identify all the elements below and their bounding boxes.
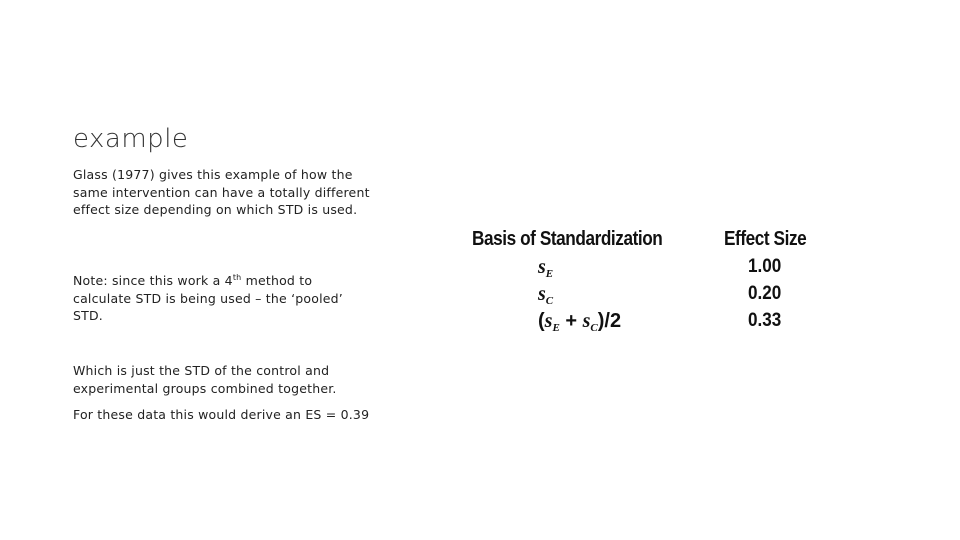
note-text-start: Note: since this work a 4: [73, 273, 233, 288]
header-effect-size: Effect Size: [724, 228, 807, 250]
effect-size-value: 0.33: [748, 310, 782, 331]
paragraph-note-pooled-std: [73, 272, 373, 325]
table-row: [472, 283, 812, 309]
basis-pooled-average: $(s_E + s_C)/2$: [538, 310, 622, 334]
header-basis: Basis of Standardization: [472, 228, 663, 250]
basis-sc: $s_C$: [538, 283, 554, 307]
table-row: [472, 256, 812, 282]
slide-title: example: [73, 124, 189, 154]
note-text-end: method to calculate STD is being used – the ‘pooled’ STD.: [73, 273, 343, 323]
effect-size-value: 1.00: [748, 256, 782, 277]
table-row: [472, 310, 812, 336]
paragraph-pooled-definition: Which is just the STD of the control and experimental groups combined together.: [73, 363, 337, 396]
paragraph-glass-example: Glass (1977) gives this example of how the same intervention can have a totally different effect size depending on which STD is used.: [73, 167, 370, 217]
paragraph-es-result: For these data this would derive an ES = 0.39: [73, 407, 370, 422]
basis-se: $s_E$: [538, 256, 554, 280]
effect-size-value: 0.20: [748, 283, 782, 304]
note-superscript: th: [232, 272, 242, 282]
